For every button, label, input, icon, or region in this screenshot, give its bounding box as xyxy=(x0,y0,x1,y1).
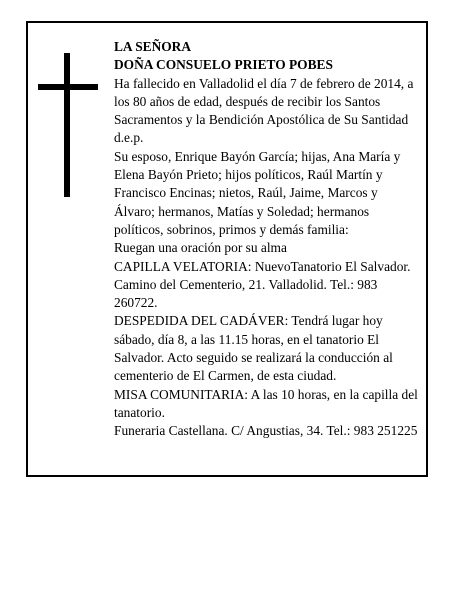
prayer-request: Ruegan una oración por su alma xyxy=(114,240,287,256)
funeral-home-info: Funeraria Castellana. C/ Angustias, 34. Tel.: 983 251225 xyxy=(114,423,418,439)
mass-info: MISA COMUNITARIA: A las 10 horas, en la capilla del tanatorio. xyxy=(114,386,418,420)
chapel-info: CAPILLA VELATORIA: NuevoTanatorio El Salvador. Camino del Cementerio, 21. Valladolid. Tel.: 983 260722. xyxy=(114,258,411,311)
cross-horizontal-bar xyxy=(38,84,98,90)
death-info: Ha fallecido en Valladolid el día 7 de febrero de 2014, a los 80 años de edad, después de recibir los Santos Sacramentos y la Bendición Apostólica de Su Santidad d.e.p. xyxy=(114,75,414,146)
cross-icon xyxy=(38,53,98,197)
cross-vertical-bar xyxy=(64,53,70,197)
family-list: Su esposo, Enrique Bayón García; hijas, Ana María y Elena Bayón Prieto; hijos políticos, Raúl Martín y Francisco Encinas; nietos, Raúl, Jaime, Marcos y Álvaro; hermanos, Matías y Soledad; hermanos políticos, sobrinos, primos y demás familia: xyxy=(114,148,401,237)
heading-title: LA SEÑORA xyxy=(114,39,192,54)
notice-text xyxy=(114,38,420,441)
farewell-info: DESPEDIDA DEL CADÁVER: Tendrá lugar hoy sábado, día 8, a las 11.15 horas, en el tanatorio El Salvador. Acto seguido se realizará la conducción al cementerio de El Carmen, de esta ciudad. xyxy=(114,313,393,384)
deceased-name: DOÑA CONSUELO PRIETO POBES xyxy=(114,57,333,73)
